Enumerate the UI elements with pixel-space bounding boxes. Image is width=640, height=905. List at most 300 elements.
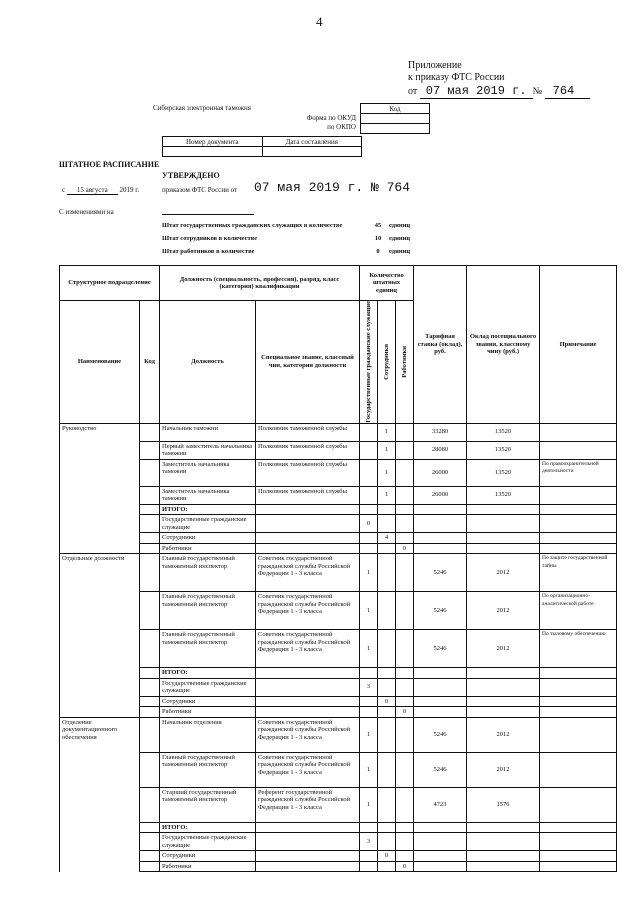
salary-cell: 13520: [467, 441, 540, 459]
gs-count-cell: 1: [360, 717, 378, 752]
position-cell: Работники: [160, 861, 256, 872]
gs-count-cell: [360, 533, 378, 544]
position-cell: Главный государственный таможенный инспектор: [160, 630, 256, 668]
position-cell: ИТОГО:: [160, 668, 256, 679]
gs-count-cell: 3: [360, 833, 378, 851]
gs-count-cell: 1: [360, 787, 378, 822]
salary-cell: [467, 515, 540, 533]
approved-date: 15 августа: [67, 186, 118, 195]
unit-cell: Отдельные должности: [60, 554, 140, 592]
note-cell: [540, 441, 617, 459]
salary-cell: [467, 833, 540, 851]
rank-cell: Советник государственной гражданской службы Российской Федерации 1 - 3 класса: [256, 630, 360, 668]
code-cell: [140, 752, 160, 787]
gs-count-cell: [360, 707, 378, 718]
note-cell: [540, 504, 617, 515]
code-cell: [140, 423, 160, 441]
salary-cell: 2012: [467, 554, 540, 592]
approved-order-label: приказом ФТС России от: [162, 186, 238, 194]
salary-cell: 2012: [467, 592, 540, 630]
workers-count-cell: [396, 441, 414, 459]
rank-cell: Советник государственной гражданской службы Российской Федерации 1 - 3 класса: [256, 752, 360, 787]
total-gs-unit: единиц: [389, 222, 411, 229]
rate-cell: [414, 533, 467, 544]
unit-cell: [60, 707, 140, 718]
appendix-block: [408, 60, 590, 98]
salary-cell: [467, 707, 540, 718]
doc-number-value: [163, 147, 263, 157]
gs-count-cell: [360, 459, 378, 486]
gs-count-cell: [360, 696, 378, 707]
rank-cell: [256, 822, 360, 833]
position-cell: Главный государственный таможенный инспектор: [160, 752, 256, 787]
rank-cell: [256, 504, 360, 515]
code-cell: [140, 668, 160, 679]
workers-count-cell: [396, 678, 414, 696]
unit-cell: [60, 630, 140, 668]
workers-count-cell: [396, 554, 414, 592]
gs-count-cell: 1: [360, 630, 378, 668]
salary-cell: [467, 696, 540, 707]
approved-year: 2019 г.: [119, 186, 140, 194]
table-row: [60, 554, 617, 592]
staff-count-cell: 0: [378, 851, 396, 862]
staff-count-cell: 1: [378, 486, 396, 504]
unit-cell: [60, 833, 140, 851]
code-cell: [140, 592, 160, 630]
staff-count-cell: 1: [378, 441, 396, 459]
staff-count-cell: [378, 554, 396, 592]
note-cell: [540, 696, 617, 707]
header-salary: Оклад посещиального звания, классному чину (руб.): [467, 266, 540, 424]
workers-count-cell: 0: [396, 861, 414, 872]
header-rate: Тарифная ставка (оклад), руб.: [414, 266, 467, 424]
position-cell: Государственные гражданские служащие: [160, 678, 256, 696]
total-staff-unit: единиц: [389, 235, 411, 242]
unit-cell: [60, 752, 140, 787]
header-gs-label: Государственные гражданские служащие: [364, 301, 372, 423]
unit-cell: [60, 459, 140, 486]
workers-count-cell: [396, 533, 414, 544]
rank-cell: Референт государственной гражданской службы Российской Федерации 1 - 3 класса: [256, 787, 360, 822]
table-row: [60, 441, 617, 459]
gs-count-cell: [360, 441, 378, 459]
salary-cell: [467, 504, 540, 515]
position-cell: Работники: [160, 707, 256, 718]
total-gs-value: 45: [374, 222, 382, 229]
staff-count-cell: [378, 504, 396, 515]
unit-cell: Руководство: [60, 423, 140, 441]
table-row: [60, 861, 617, 872]
workers-count-cell: [396, 504, 414, 515]
staff-count-cell: [378, 515, 396, 533]
header-workers-label: Работники: [400, 345, 408, 378]
rank-cell: [256, 515, 360, 533]
okpo-label: по ОКПО: [327, 123, 356, 131]
rate-cell: [414, 668, 467, 679]
note-cell: По тыловому обеспечению: [540, 630, 617, 668]
note-cell: [540, 822, 617, 833]
workers-count-cell: 0: [396, 707, 414, 718]
rate-cell: 26000: [414, 459, 467, 486]
salary-cell: [467, 543, 540, 554]
note-cell: [540, 543, 617, 554]
rank-cell: Полковник таможенной службы: [256, 441, 360, 459]
staff-count-cell: [378, 787, 396, 822]
workers-count-cell: [396, 630, 414, 668]
staff-count-cell: [378, 707, 396, 718]
gs-count-cell: 3: [360, 678, 378, 696]
workers-count-cell: [396, 787, 414, 822]
salary-cell: [467, 668, 540, 679]
staff-count-cell: [378, 752, 396, 787]
gs-count-cell: [360, 668, 378, 679]
code-cell: [140, 851, 160, 862]
gs-count-cell: [360, 423, 378, 441]
position-cell: ИТОГО:: [160, 822, 256, 833]
unit-cell: [60, 543, 140, 554]
staff-count-cell: [378, 717, 396, 752]
workers-count-cell: 0: [396, 543, 414, 554]
appendix-order: к приказу ФТС России: [408, 72, 505, 83]
unit-cell: [60, 668, 140, 679]
salary-cell: [467, 678, 540, 696]
okud-label: Форма по ОКУД: [306, 114, 356, 122]
salary-cell: 13520: [467, 486, 540, 504]
code-cell: [140, 822, 160, 833]
total-gs-row: [162, 222, 432, 235]
staff-count-cell: 1: [378, 423, 396, 441]
table-row: [60, 851, 617, 862]
code-cell: [140, 486, 160, 504]
code-cell: [140, 630, 160, 668]
workers-count-cell: [396, 515, 414, 533]
position-cell: Начальник отделения: [160, 717, 256, 752]
code-cell: [140, 787, 160, 822]
gs-count-cell: 1: [360, 554, 378, 592]
header-count-group: Количество штатных единиц: [360, 266, 414, 301]
position-cell: ИТОГО:: [160, 504, 256, 515]
rate-cell: 5246: [414, 554, 467, 592]
salary-cell: 13520: [467, 423, 540, 441]
rank-cell: [256, 861, 360, 872]
unit-cell: [60, 822, 140, 833]
totals-block: [162, 222, 432, 261]
salary-cell: [467, 851, 540, 862]
table-row: [60, 504, 617, 515]
unit-cell: [60, 678, 140, 696]
gs-count-cell: [360, 861, 378, 872]
position-cell: Главный государственный таможенный инспектор: [160, 554, 256, 592]
note-cell: [540, 678, 617, 696]
rank-cell: [256, 668, 360, 679]
header-workers-count: [396, 301, 414, 424]
changes-label: С изменениями на: [59, 208, 114, 216]
rate-cell: 33280: [414, 423, 467, 441]
staff-count-cell: 4: [378, 533, 396, 544]
workers-count-cell: [396, 696, 414, 707]
staff-table: [59, 265, 617, 872]
table-row: [60, 752, 617, 787]
unit-cell: [60, 787, 140, 822]
workers-count-cell: [396, 423, 414, 441]
doc-date-label: Дата составления: [262, 137, 362, 147]
table-row: [60, 459, 617, 486]
rate-cell: [414, 543, 467, 554]
rate-cell: 5246: [414, 592, 467, 630]
staff-count-cell: [378, 668, 396, 679]
rank-cell: [256, 833, 360, 851]
header-note: Примечание: [540, 266, 617, 424]
workers-count-cell: [396, 459, 414, 486]
code-box: [360, 103, 430, 134]
table-row: [60, 696, 617, 707]
doc-number-label: Номер документа: [163, 137, 263, 147]
code-cell: [140, 533, 160, 544]
note-cell: [540, 851, 617, 862]
rank-cell: [256, 707, 360, 718]
rate-cell: 4723: [414, 787, 467, 822]
rate-cell: [414, 851, 467, 862]
rank-cell: [256, 851, 360, 862]
workers-count-cell: [396, 668, 414, 679]
table-row: [60, 592, 617, 630]
total-staff-row: [162, 235, 432, 248]
note-cell: [540, 668, 617, 679]
rate-cell: 5246: [414, 752, 467, 787]
rank-cell: Советник государственной гражданской службы Российской Федерации 1 - 3 класса: [256, 554, 360, 592]
position-cell: Сотрудники: [160, 696, 256, 707]
unit-cell: [60, 533, 140, 544]
staff-count-cell: 1: [378, 459, 396, 486]
appendix-from: от: [408, 86, 418, 97]
rank-cell: Советник государственной гражданской службы Российской Федерации 1 - 3 класса: [256, 717, 360, 752]
workers-count-cell: [396, 486, 414, 504]
unit-cell: [60, 696, 140, 707]
position-cell: Первый заместитель начальника таможни: [160, 441, 256, 459]
page-number: 4: [316, 14, 323, 29]
rank-cell: [256, 678, 360, 696]
staff-count-cell: [378, 833, 396, 851]
gs-count-cell: [360, 851, 378, 862]
position-cell: Старший государственный таможенный инспектор: [160, 787, 256, 822]
unit-cell: [60, 592, 140, 630]
note-cell: [540, 861, 617, 872]
workers-count-cell: [396, 851, 414, 862]
table-row: [60, 822, 617, 833]
code-cell: [140, 861, 160, 872]
code-cell: [140, 678, 160, 696]
code-cell: [140, 504, 160, 515]
rate-cell: [414, 504, 467, 515]
rate-cell: [414, 822, 467, 833]
code-cell: [140, 554, 160, 592]
changes-line: [162, 214, 254, 215]
total-staff-value: 10: [374, 235, 382, 242]
note-cell: [540, 423, 617, 441]
position-cell: Заместитель начальника таможни: [160, 486, 256, 504]
staff-count-cell: [378, 543, 396, 554]
table-row: [60, 630, 617, 668]
position-cell: Государственные гражданские служащие: [160, 515, 256, 533]
table-row: [60, 486, 617, 504]
code-cell: [140, 707, 160, 718]
header-code: Код: [140, 301, 160, 424]
rate-cell: 28080: [414, 441, 467, 459]
table-row: [60, 787, 617, 822]
code-cell: [140, 717, 160, 752]
rate-cell: [414, 833, 467, 851]
table-row: [60, 678, 617, 696]
appendix-date: 07 мая 2019 г.: [420, 84, 533, 99]
table-row: [60, 533, 617, 544]
rate-cell: [414, 861, 467, 872]
appendix-number: 764: [545, 84, 591, 99]
unit-cell: [60, 486, 140, 504]
rank-cell: Полковник таможенной службы: [256, 459, 360, 486]
header-staff-count: [378, 301, 396, 424]
rate-cell: 5246: [414, 630, 467, 668]
total-workers-row: [162, 248, 432, 261]
rank-cell: [256, 543, 360, 554]
total-workers-unit: единиц: [389, 248, 411, 255]
note-cell: [540, 707, 617, 718]
gs-count-cell: [360, 543, 378, 554]
position-cell: Сотрудники: [160, 533, 256, 544]
workers-count-cell: [396, 592, 414, 630]
staff-table-body: [60, 423, 617, 872]
rate-cell: [414, 696, 467, 707]
note-cell: [540, 533, 617, 544]
rate-cell: 26000: [414, 486, 467, 504]
organization-name: Сибирская электронная таможня: [153, 104, 252, 112]
code-cell: [140, 515, 160, 533]
staff-count-cell: [378, 678, 396, 696]
gs-count-cell: 1: [360, 752, 378, 787]
header-name: Наименование: [60, 301, 140, 424]
table-row: [60, 833, 617, 851]
gs-count-cell: [360, 486, 378, 504]
header-position-group: Должность (специальность, профессия), разряд, класс (категория) квалификации: [160, 266, 360, 301]
unit-cell: Отделение документационного обеспечения: [60, 717, 140, 752]
okpo-value: [361, 124, 430, 134]
staff-count-cell: [378, 861, 396, 872]
table-row: [60, 717, 617, 752]
unit-cell: [60, 851, 140, 862]
salary-cell: 13520: [467, 459, 540, 486]
position-cell: Государственные гражданские служащие: [160, 833, 256, 851]
total-workers-value: 0: [376, 248, 380, 255]
salary-cell: [467, 861, 540, 872]
position-cell: Работники: [160, 543, 256, 554]
table-row: [60, 707, 617, 718]
position-cell: Заместитель начальника таможни: [160, 459, 256, 486]
approved-order-date: 07 мая 2019 г. № 764: [254, 180, 411, 195]
staff-count-cell: 0: [378, 696, 396, 707]
doc-date-value: [262, 147, 362, 157]
table-row: [60, 668, 617, 679]
gs-count-cell: 1: [360, 592, 378, 630]
appendix-title: Приложение: [408, 60, 462, 71]
okud-value: [361, 114, 430, 124]
staff-count-cell: [378, 592, 396, 630]
rate-cell: 5246: [414, 717, 467, 752]
salary-cell: [467, 822, 540, 833]
salary-cell: [467, 533, 540, 544]
gs-count-cell: 0: [360, 515, 378, 533]
note-cell: По организационно-аналитической работе: [540, 592, 617, 630]
rank-cell: [256, 696, 360, 707]
gs-count-cell: [360, 504, 378, 515]
note-cell: [540, 752, 617, 787]
doc-box: [162, 136, 362, 157]
workers-count-cell: [396, 833, 414, 851]
total-staff-label: Штат сотрудников в количестве: [162, 235, 258, 242]
workers-count-cell: [396, 752, 414, 787]
position-cell: Главный государственный таможенный инспектор: [160, 592, 256, 630]
note-cell: [540, 833, 617, 851]
rate-cell: [414, 515, 467, 533]
note-cell: По защите государственной тайны: [540, 554, 617, 592]
rate-cell: [414, 707, 467, 718]
code-cell: [140, 833, 160, 851]
unit-cell: [60, 504, 140, 515]
rank-cell: [256, 533, 360, 544]
note-cell: [540, 515, 617, 533]
gs-count-cell: [360, 822, 378, 833]
rank-cell: Полковник таможенной службы: [256, 423, 360, 441]
note-cell: [540, 486, 617, 504]
total-gs-label: Штат государственных гражданских служащих в количестве: [162, 222, 343, 229]
note-cell: [540, 787, 617, 822]
rank-cell: Полковник таможенной службы: [256, 486, 360, 504]
header-position: Должность: [160, 301, 256, 424]
code-cell: [140, 543, 160, 554]
page-title: ШТАТНОЕ РАСПИСАНИЕ: [59, 160, 160, 169]
code-cell: [140, 459, 160, 486]
workers-count-cell: [396, 822, 414, 833]
total-workers-label: Штат работников в количестве: [162, 248, 255, 255]
position-cell: Начальник таможни: [160, 423, 256, 441]
header-gs-count: [360, 301, 378, 424]
workers-count-cell: [396, 717, 414, 752]
position-cell: Сотрудники: [160, 851, 256, 862]
salary-cell: 2012: [467, 717, 540, 752]
unit-cell: [60, 441, 140, 459]
header-staff-label: Сотрудники: [382, 343, 390, 380]
table-row: [60, 423, 617, 441]
code-label: Код: [361, 104, 430, 114]
header-rank: Специальное звание, классный чин, категория должности: [256, 301, 360, 424]
code-cell: [140, 696, 160, 707]
note-cell: [540, 717, 617, 752]
appendix-no-sign: №: [532, 86, 543, 97]
approved-label: УТВЕРЖДЕНО: [162, 171, 220, 180]
unit-cell: [60, 515, 140, 533]
unit-cell: [60, 861, 140, 872]
salary-cell: 2012: [467, 752, 540, 787]
approved-date-line: [62, 186, 139, 194]
code-cell: [140, 441, 160, 459]
table-row: [60, 515, 617, 533]
salary-cell: 1576: [467, 787, 540, 822]
staff-count-cell: [378, 822, 396, 833]
note-cell: По правоохранительной деятельности: [540, 459, 617, 486]
header-unit: Структурное подразделение: [60, 266, 160, 301]
rate-cell: [414, 678, 467, 696]
rank-cell: Советник государственной гражданской службы Российской Федерации 1 - 3 класса: [256, 592, 360, 630]
salary-cell: 2012: [467, 630, 540, 668]
